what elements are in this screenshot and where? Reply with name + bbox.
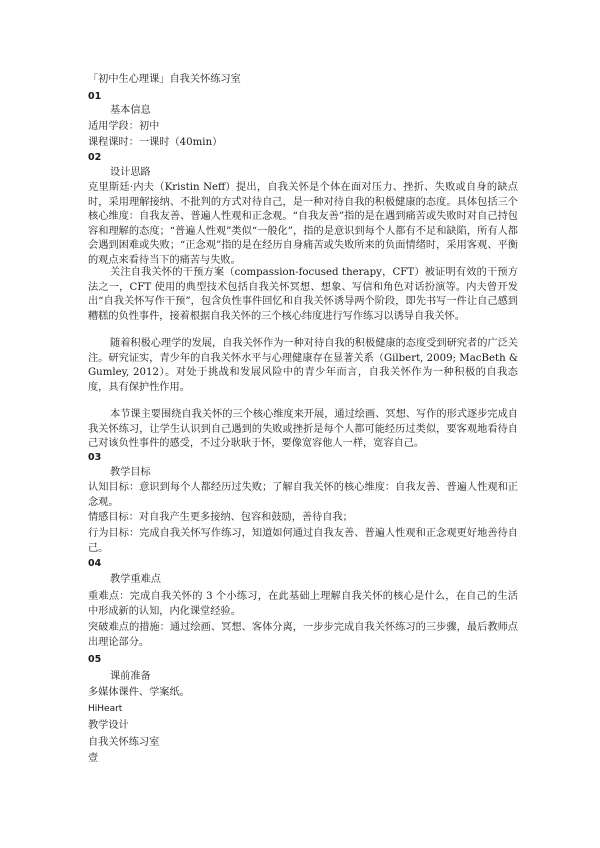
paragraph: 关注自我关怀的干预方案（compassion-focused therapy，CFT）被证明有效的干预方法之一，CFT 使用的典型技术包括自我关怀冥想、想象、写信和角色对话扮演等。内夫曾开发出“自我关怀写作干预”，包含负性事件回忆和自我关怀诱导两个阶段，即先书写一件让自己感到糟糕的负性事件，接着根据自我关怀的三个核心纬度进行写作练习以诱导自我关怀。 xyxy=(88,267,518,322)
paragraph: 本节课主要围绕自我关怀的三个核心维度来开展，通过绘画、冥想、写作的形式逐步完成自我关怀练习，让学生认识到自己遇到的失败或挫折是每个人都可能经历过类似，要客观地看待自己对该负性事件的感受，不过分耿耿于怀，要像宽容他人一样，宽容自己。 xyxy=(88,409,518,449)
section-heading: 设计思路 xyxy=(110,167,151,178)
info-line: 课程课时：一课时（40min） xyxy=(88,137,223,148)
paragraph: 认知目标：意识到每个人都经历过失败；了解自我关怀的核心维度：自我友善、普遍人性观和正念观。 xyxy=(88,482,518,508)
paragraph: 行为目标：完成自我关怀写作练习，知道如何通过自我友善、普遍人性观和正念观更好地善待自己。 xyxy=(88,528,518,554)
document-title: 「初中生心理课」自我关怀练习室 xyxy=(88,74,241,85)
section-heading: 课前准备 xyxy=(110,671,151,682)
section-number: 01 xyxy=(88,91,102,102)
paragraph: 情感目标：对自我产生更多接纳、包容和鼓励，善待自我； xyxy=(88,512,353,523)
section-number: 02 xyxy=(88,152,102,163)
section-heading: 教学重难点 xyxy=(110,574,161,585)
paragraph: 突破难点的措施：通过绘画、冥想、客体分离，一步步完成自我关怀练习的三步骤，最后教师点出理论部分。 xyxy=(88,622,518,648)
info-line: 适用学段：初中 xyxy=(88,121,160,132)
prep-line: 教学设计 xyxy=(88,720,129,731)
section-heading: 教学目标 xyxy=(110,467,151,478)
paragraph: 克里斯廷·内夫（Kristin Neff）提出，自我关怀是个体在面对压力、挫折、失败或自身的缺点时，采用理解接纳、不批判的方式对待自己，是一种对待自我的积极健康的态度。具体包括三个核心维度：自我友善、普遍人性观和正念观。“自我友善”指的是在遇到痛苦或失败时对自己持包容和理解的态度；“普遍人性观”类似“一般化”，指的是意识到每个人都有不足和缺陷，所有人都会遇到困难或失败；“正念观”指的是在经历自身痛苦或失败所来的负面情绪时，采用客观、平衡的观点来看待当下的痛苦与失败。 xyxy=(88,182,518,266)
brand-text: HiHeart xyxy=(88,704,123,714)
prep-line: 自我关怀练习室 xyxy=(88,737,160,748)
section-number: 03 xyxy=(88,452,102,463)
section-heading: 基本信息 xyxy=(110,105,151,116)
page-mark: 壹 xyxy=(88,753,99,764)
prep-line: 多媒体课件、学案纸。 xyxy=(88,687,190,698)
section-number: 04 xyxy=(88,558,102,569)
section-number: 05 xyxy=(88,654,102,665)
paragraph: 重难点：完成自我关怀的 3 个小练习，在此基础上理解自我关怀的核心是什么，在自己的生活中形成新的认知，内化课堂经验。 xyxy=(88,591,518,617)
paragraph: 随着积极心理学的发展，自我关怀作为一种对待自我的积极健康的态度受到研究者的广泛关注。研究证实，青少年的自我关怀水平与心理健康存在显著关系（Gilbert, 2009; MacBeth & Gumley, 2012）。对处于挑战和发展风险中的青少年而言，自我关怀作为一种积极的自我态度，具有保护性作用。 xyxy=(88,338,518,393)
